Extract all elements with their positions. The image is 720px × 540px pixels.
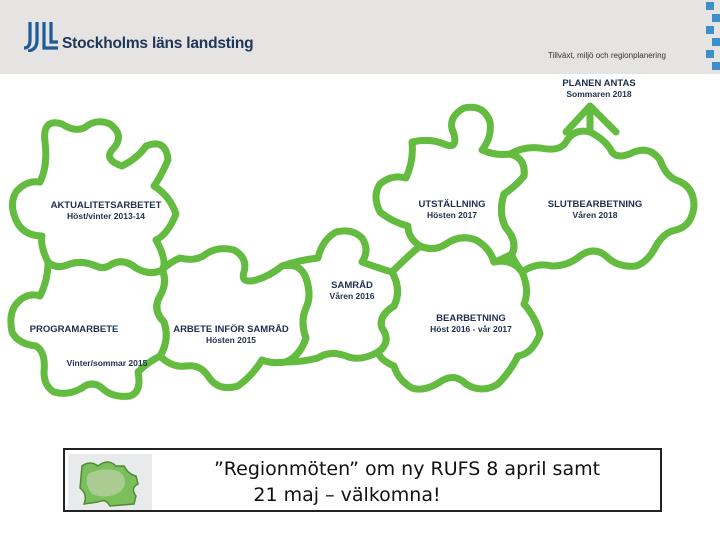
step-period: Hösten 2017 (426, 210, 478, 220)
rufs-puzzle-icon (68, 454, 152, 510)
banner-message (157, 456, 657, 508)
puzzle-piece-utstallning (376, 107, 524, 262)
banner-line-2: 21 maj – välkomna! (253, 484, 441, 506)
department-label: Tillväxt, miljö och regionplanering (548, 51, 666, 60)
step-period: Höst/vinter 2013-14 (67, 211, 145, 221)
step-planen-antas (562, 78, 635, 99)
step-title: BEARBETNING (436, 313, 506, 324)
step-title: ARBETE INFÖR SAMRÅD (173, 324, 289, 335)
sll-logo-icon (24, 22, 58, 57)
org-name: Stockholms läns landsting (62, 35, 254, 52)
step-arbete-infor-samrad (173, 324, 289, 345)
puzzle-piece-arbete-infor-samrad (157, 249, 309, 388)
step-title: PROGRAMARBETE (29, 324, 119, 335)
step-title: PLANEN ANTAS (562, 78, 636, 89)
step-samrad (330, 280, 375, 301)
step-bearbetning (430, 313, 512, 334)
announcement-banner (63, 448, 662, 512)
step-period: Hösten 2015 (205, 335, 257, 345)
process-puzzle (0, 74, 720, 444)
step-title: AKTUALITETSARBETET (50, 200, 162, 211)
step-period: Våren 2018 (572, 210, 618, 220)
step-slutbearbetning (548, 199, 642, 220)
step-utstallning (418, 199, 485, 220)
step-programarbete (30, 324, 119, 335)
header-bar (0, 0, 720, 74)
step-period: Höst 2016 - vår 2017 (430, 324, 512, 334)
step-period: Vinter/sommar 2015 (66, 358, 148, 368)
step-title: SLUTBEARBETNING (547, 199, 643, 210)
step-period: Våren 2016 (329, 291, 375, 301)
step-period: Sommaren 2018 (566, 89, 632, 99)
step-programarbete-period (67, 358, 148, 368)
step-title: SAMRÅD (331, 280, 373, 291)
banner-line-1: ”Regionmöten” om ny RUFS 8 april samt (213, 458, 601, 480)
step-title: UTSTÄLLNING (418, 199, 486, 210)
puzzle-piece-aktualitetsarbetet (12, 122, 176, 273)
step-aktualitetsarbetet (51, 200, 162, 221)
